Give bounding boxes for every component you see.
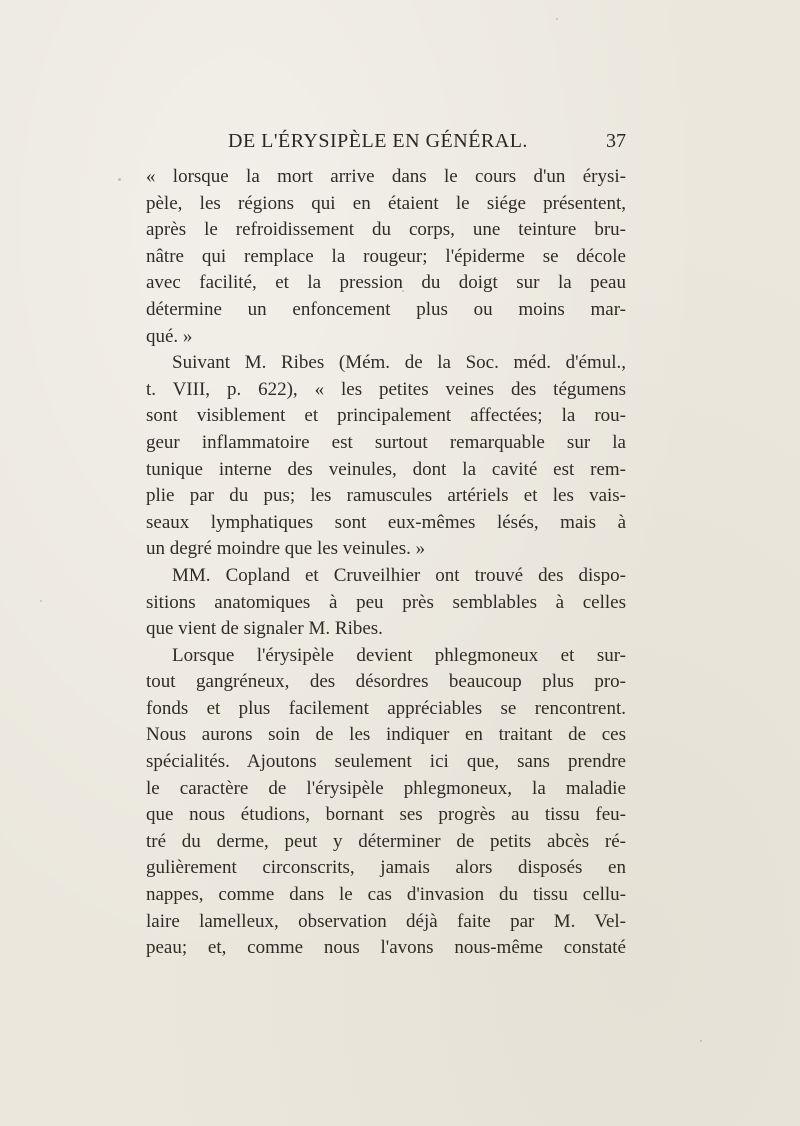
text-line: peau; et, comme nous l'avons nous-même constaté (146, 937, 626, 959)
text-line: tré du derme, peut y déterminer de petits abcès ré- (146, 830, 626, 852)
running-head (148, 130, 626, 156)
text-line: Lorsque l'érysipèle devient phlegmoneux et sur- (172, 644, 626, 666)
text-line: après le refroidissement du corps, une teinture bru- (146, 219, 626, 241)
paper-speck (118, 178, 121, 181)
text-line: le caractère de l'érysipèle phlegmoneux, la maladie (146, 777, 626, 799)
body-text (146, 164, 626, 962)
text-line: détermine un enfoncement plus ou moins mar- (146, 298, 626, 320)
text-line: MM. Copland et Cruveilhier ont trouvé des dispo- (172, 564, 626, 586)
text-line: nappes, comme dans le cas d'invasion du tissu cellu- (146, 884, 626, 906)
text-line: un degré moindre que les veinules. » (146, 538, 426, 560)
text-line: « lorsque la mort arrive dans le cours d'un érysi- (146, 166, 626, 187)
text-line: sitions anatomiques à peu près semblables à celles (146, 591, 626, 613)
text-line: que nous étudions, bornant ses progrès au tissu feu- (146, 804, 626, 826)
text-line: avec facilité, et la pression du doigt sur la peau (146, 272, 626, 294)
text-line: Suivant M. Ribes (Mém. de la Soc. méd. d'émul., (172, 352, 626, 374)
text-line: spécialités. Ajoutons seulement ici que, sans prendre (146, 751, 626, 773)
text-line: laire lamelleux, observation déjà faite par M. Vel- (146, 910, 626, 932)
text-line: tout gangréneux, des désordres beaucoup plus pro- (146, 671, 626, 693)
text-line: qué. » (146, 325, 193, 347)
text-line: t. VIII, p. 622), « les petites veines des tégumens (146, 378, 626, 400)
text-line: geur inflammatoire est surtout remarquable sur la (146, 431, 626, 453)
text-line: tunique interne des veinules, dont la cavité est rem- (146, 458, 626, 480)
running-title: DE L'ÉRYSIPÈLE EN GÉNÉRAL. (228, 130, 528, 152)
page-number: 37 (606, 130, 626, 152)
text-line: plie par du pus; les ramuscules artériels et les vais- (146, 485, 626, 507)
text-line: Nous aurons soin de les indiquer en traitant de ces (146, 724, 626, 746)
text-line: fonds et plus facilement appréciables se rencontrent. (146, 697, 626, 719)
text-line: seaux lymphatiques sont eux-mêmes lésés, mais à (146, 511, 626, 533)
text-line: nâtre qui remplace la rougeur; l'épiderme se décole (146, 245, 626, 267)
text-line: pèle, les régions qui en étaient le siége présentent, (146, 192, 626, 214)
text-line: sont visiblement et principalement affectées; la rou- (146, 405, 626, 427)
paper-speck (556, 18, 558, 20)
text-line: gulièrement circonscrits, jamais alors disposés en (146, 857, 626, 879)
paper-speck (40, 600, 42, 602)
text-line: que vient de signaler M. Ribes. (146, 618, 383, 640)
paper-speck (700, 1040, 702, 1042)
